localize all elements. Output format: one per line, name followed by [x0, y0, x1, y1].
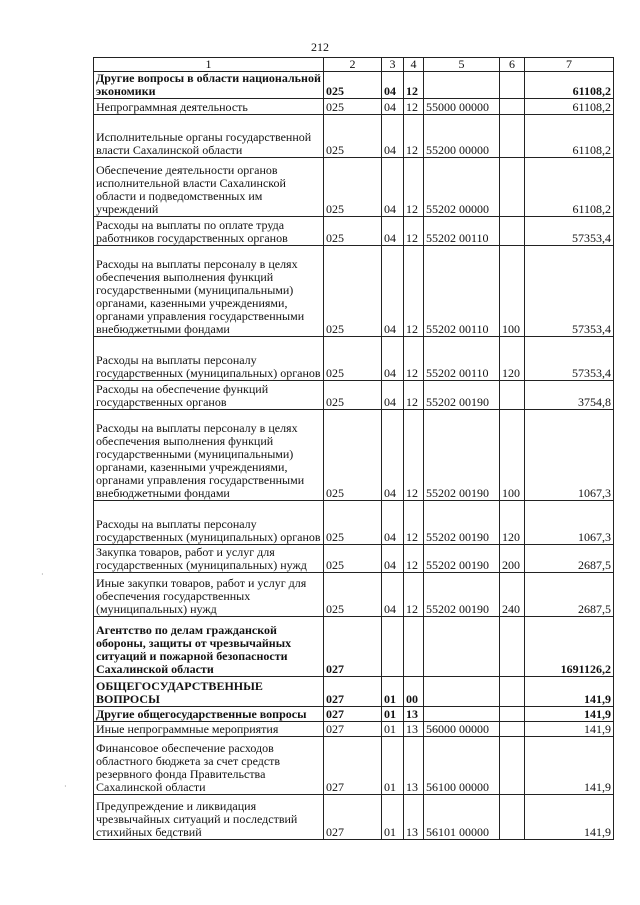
row-sum-cell: 141,9 — [525, 707, 614, 722]
table-row — [94, 707, 614, 722]
row-name-cell: Другие вопросы в области национальной экономики — [94, 72, 324, 99]
row-code-cell: 04 — [382, 72, 404, 99]
table-row — [94, 337, 614, 381]
row-code-cell: 56100 00000 — [424, 737, 500, 795]
header-cell: 6 — [500, 58, 525, 72]
row-code-cell: 01 — [382, 722, 404, 737]
row-code-cell — [500, 115, 525, 158]
row-code-cell: 12 — [404, 545, 424, 573]
row-code-cell — [424, 707, 500, 722]
row-code-cell: 200 — [500, 545, 525, 573]
table-row — [94, 545, 614, 573]
row-code-cell: 55202 00190 — [424, 381, 500, 410]
row-code-cell: 12 — [404, 72, 424, 99]
row-code-cell: 12 — [404, 246, 424, 337]
row-code-cell: 100 — [500, 410, 525, 501]
row-code-cell: 027 — [324, 707, 382, 722]
table-row — [94, 737, 614, 795]
row-name-cell: Расходы на выплаты персоналу в целях обеспечения выполнения функций государственными (муниципальными) органами, казенными учреждениями, органами управления государственными внебюджетными фондами — [94, 246, 324, 337]
row-code-cell: 55202 00190 — [424, 545, 500, 573]
row-code-cell: 025 — [324, 115, 382, 158]
row-code-cell: 13 — [404, 795, 424, 840]
row-code-cell: 04 — [382, 246, 404, 337]
row-code-cell — [500, 795, 525, 840]
table-row — [94, 246, 614, 337]
row-sum-cell: 141,9 — [525, 722, 614, 737]
row-code-cell: 100 — [500, 246, 525, 337]
row-name-cell: ОБЩЕГОСУДАРСТВЕННЫЕ ВОПРОСЫ — [94, 677, 324, 707]
row-sum-cell: 61108,2 — [525, 115, 614, 158]
row-sum-cell: 57353,4 — [525, 217, 614, 246]
row-code-cell: 04 — [382, 381, 404, 410]
table-row — [94, 573, 614, 617]
row-sum-cell: 1067,3 — [525, 410, 614, 501]
row-name-cell: Агентство по делам гражданской обороны, защиты от чрезвычайных ситуаций и пожарной безопасности Сахалинской области — [94, 617, 324, 677]
row-code-cell — [500, 72, 525, 99]
row-code-cell: 025 — [324, 501, 382, 545]
row-code-cell: 55202 00190 — [424, 501, 500, 545]
table-row — [94, 217, 614, 246]
row-sum-cell: 141,9 — [525, 737, 614, 795]
header-cell: 5 — [424, 58, 500, 72]
table-row — [94, 72, 614, 99]
row-code-cell: 025 — [324, 573, 382, 617]
row-name-cell: Расходы на выплаты персоналу государственных (муниципальных) органов — [94, 501, 324, 545]
table-row — [94, 501, 614, 545]
row-code-cell: 025 — [324, 410, 382, 501]
row-code-cell: 04 — [382, 545, 404, 573]
row-code-cell: 04 — [382, 501, 404, 545]
table-row — [94, 115, 614, 158]
row-code-cell — [500, 381, 525, 410]
row-code-cell: 55202 00190 — [424, 410, 500, 501]
table-row — [94, 158, 614, 217]
row-code-cell: 01 — [382, 707, 404, 722]
row-code-cell: 027 — [324, 677, 382, 707]
row-code-cell: 13 — [404, 707, 424, 722]
row-code-cell: 025 — [324, 217, 382, 246]
table-row — [94, 410, 614, 501]
row-code-cell: 01 — [382, 795, 404, 840]
row-name-cell: Расходы на выплаты персоналу в целях обеспечения выполнения функций государственными (муниципальными) органами, казенными учреждениями, органами управления государственными внебюджетными фондами — [94, 410, 324, 501]
table-row — [94, 795, 614, 840]
scan-mark: · — [64, 782, 67, 791]
header-cell: 3 — [382, 58, 404, 72]
row-code-cell: 12 — [404, 158, 424, 217]
row-sum-cell: 1067,3 — [525, 501, 614, 545]
row-code-cell: 55202 00110 — [424, 217, 500, 246]
row-sum-cell: 1691126,2 — [525, 617, 614, 677]
scan-mark: · — [41, 570, 44, 579]
row-code-cell: 01 — [382, 737, 404, 795]
row-code-cell — [500, 737, 525, 795]
row-code-cell: 04 — [382, 217, 404, 246]
header-cell: 2 — [324, 58, 382, 72]
row-sum-cell: 2687,5 — [525, 545, 614, 573]
row-sum-cell: 57353,4 — [525, 337, 614, 381]
row-code-cell: 025 — [324, 381, 382, 410]
row-name-cell: Расходы на выплаты по оплате труда работников государственных органов — [94, 217, 324, 246]
row-code-cell — [424, 677, 500, 707]
row-code-cell: 025 — [324, 72, 382, 99]
row-code-cell: 240 — [500, 573, 525, 617]
row-name-cell: Обеспечение деятельности органов исполнительной власти Сахалинской области и подведомственных им учреждений — [94, 158, 324, 217]
row-code-cell: 55202 00000 — [424, 158, 500, 217]
row-code-cell: 12 — [404, 337, 424, 381]
row-name-cell: Другие общегосударственные вопросы — [94, 707, 324, 722]
table-row — [94, 617, 614, 677]
row-code-cell: 12 — [404, 115, 424, 158]
row-code-cell: 04 — [382, 337, 404, 381]
row-code-cell: 12 — [404, 99, 424, 115]
row-sum-cell: 57353,4 — [525, 246, 614, 337]
budget-table — [93, 57, 614, 840]
row-code-cell: 025 — [324, 337, 382, 381]
header-cell: 7 — [525, 58, 614, 72]
row-code-cell: 55200 00000 — [424, 115, 500, 158]
row-code-cell: 55202 00110 — [424, 337, 500, 381]
table-row — [94, 99, 614, 115]
row-sum-cell: 141,9 — [525, 677, 614, 707]
row-code-cell — [500, 217, 525, 246]
row-sum-cell: 3754,8 — [525, 381, 614, 410]
row-code-cell: 04 — [382, 99, 404, 115]
row-code-cell — [382, 617, 404, 677]
row-name-cell: Предупреждение и ликвидация чрезвычайных ситуаций и последствий стихийных бедствий — [94, 795, 324, 840]
row-code-cell: 00 — [404, 677, 424, 707]
table-row — [94, 722, 614, 737]
row-code-cell: 56000 00000 — [424, 722, 500, 737]
row-code-cell — [500, 722, 525, 737]
row-code-cell: 12 — [404, 501, 424, 545]
row-name-cell: Непрограммная деятельность — [94, 99, 324, 115]
row-code-cell: 12 — [404, 410, 424, 501]
row-code-cell — [500, 617, 525, 677]
row-code-cell: 120 — [500, 337, 525, 381]
row-sum-cell: 61108,2 — [525, 158, 614, 217]
row-name-cell: Расходы на обеспечение функций государственных органов — [94, 381, 324, 410]
row-code-cell: 04 — [382, 115, 404, 158]
row-name-cell: Исполнительные органы государственной власти Сахалинской области — [94, 115, 324, 158]
page-number: 212 — [311, 40, 329, 54]
row-code-cell: 13 — [404, 722, 424, 737]
header-cell: 4 — [404, 58, 424, 72]
table-header-row — [94, 58, 614, 72]
row-code-cell — [500, 677, 525, 707]
row-name-cell: Финансовое обеспечение расходов областного бюджета за счет средств резервного фонда Правительства Сахалинской области — [94, 737, 324, 795]
row-code-cell: 04 — [382, 410, 404, 501]
row-code-cell: 13 — [404, 737, 424, 795]
row-code-cell: 027 — [324, 737, 382, 795]
row-code-cell: 027 — [324, 795, 382, 840]
table-row — [94, 381, 614, 410]
row-sum-cell: 141,9 — [525, 795, 614, 840]
row-code-cell: 56101 00000 — [424, 795, 500, 840]
row-code-cell: 12 — [404, 573, 424, 617]
row-code-cell — [500, 158, 525, 217]
row-code-cell: 01 — [382, 677, 404, 707]
row-code-cell: 55000 00000 — [424, 99, 500, 115]
row-code-cell — [404, 617, 424, 677]
row-code-cell: 55202 00110 — [424, 246, 500, 337]
row-code-cell: 55202 00190 — [424, 573, 500, 617]
row-code-cell — [424, 72, 500, 99]
header-cell: 1 — [94, 58, 324, 72]
row-sum-cell: 2687,5 — [525, 573, 614, 617]
row-name-cell: Иные закупки товаров, работ и услуг для обеспечения государственных (муниципальных) нужд — [94, 573, 324, 617]
row-name-cell: Расходы на выплаты персоналу государственных (муниципальных) органов — [94, 337, 324, 381]
row-sum-cell: 61108,2 — [525, 72, 614, 99]
row-code-cell: 025 — [324, 545, 382, 573]
row-code-cell: 04 — [382, 158, 404, 217]
row-name-cell: Иные непрограммные мероприятия — [94, 722, 324, 737]
row-code-cell: 12 — [404, 217, 424, 246]
row-code-cell — [500, 707, 525, 722]
row-code-cell — [500, 99, 525, 115]
table-body — [94, 72, 614, 840]
row-code-cell: 027 — [324, 617, 382, 677]
row-name-cell: Закупка товаров, работ и услуг для государственных (муниципальных) нужд — [94, 545, 324, 573]
row-code-cell: 025 — [324, 246, 382, 337]
row-code-cell: 027 — [324, 722, 382, 737]
row-code-cell: 025 — [324, 99, 382, 115]
row-code-cell: 025 — [324, 158, 382, 217]
row-code-cell: 120 — [500, 501, 525, 545]
row-code-cell: 04 — [382, 573, 404, 617]
row-code-cell: 12 — [404, 381, 424, 410]
row-code-cell — [424, 617, 500, 677]
row-sum-cell: 61108,2 — [525, 99, 614, 115]
table-row — [94, 677, 614, 707]
